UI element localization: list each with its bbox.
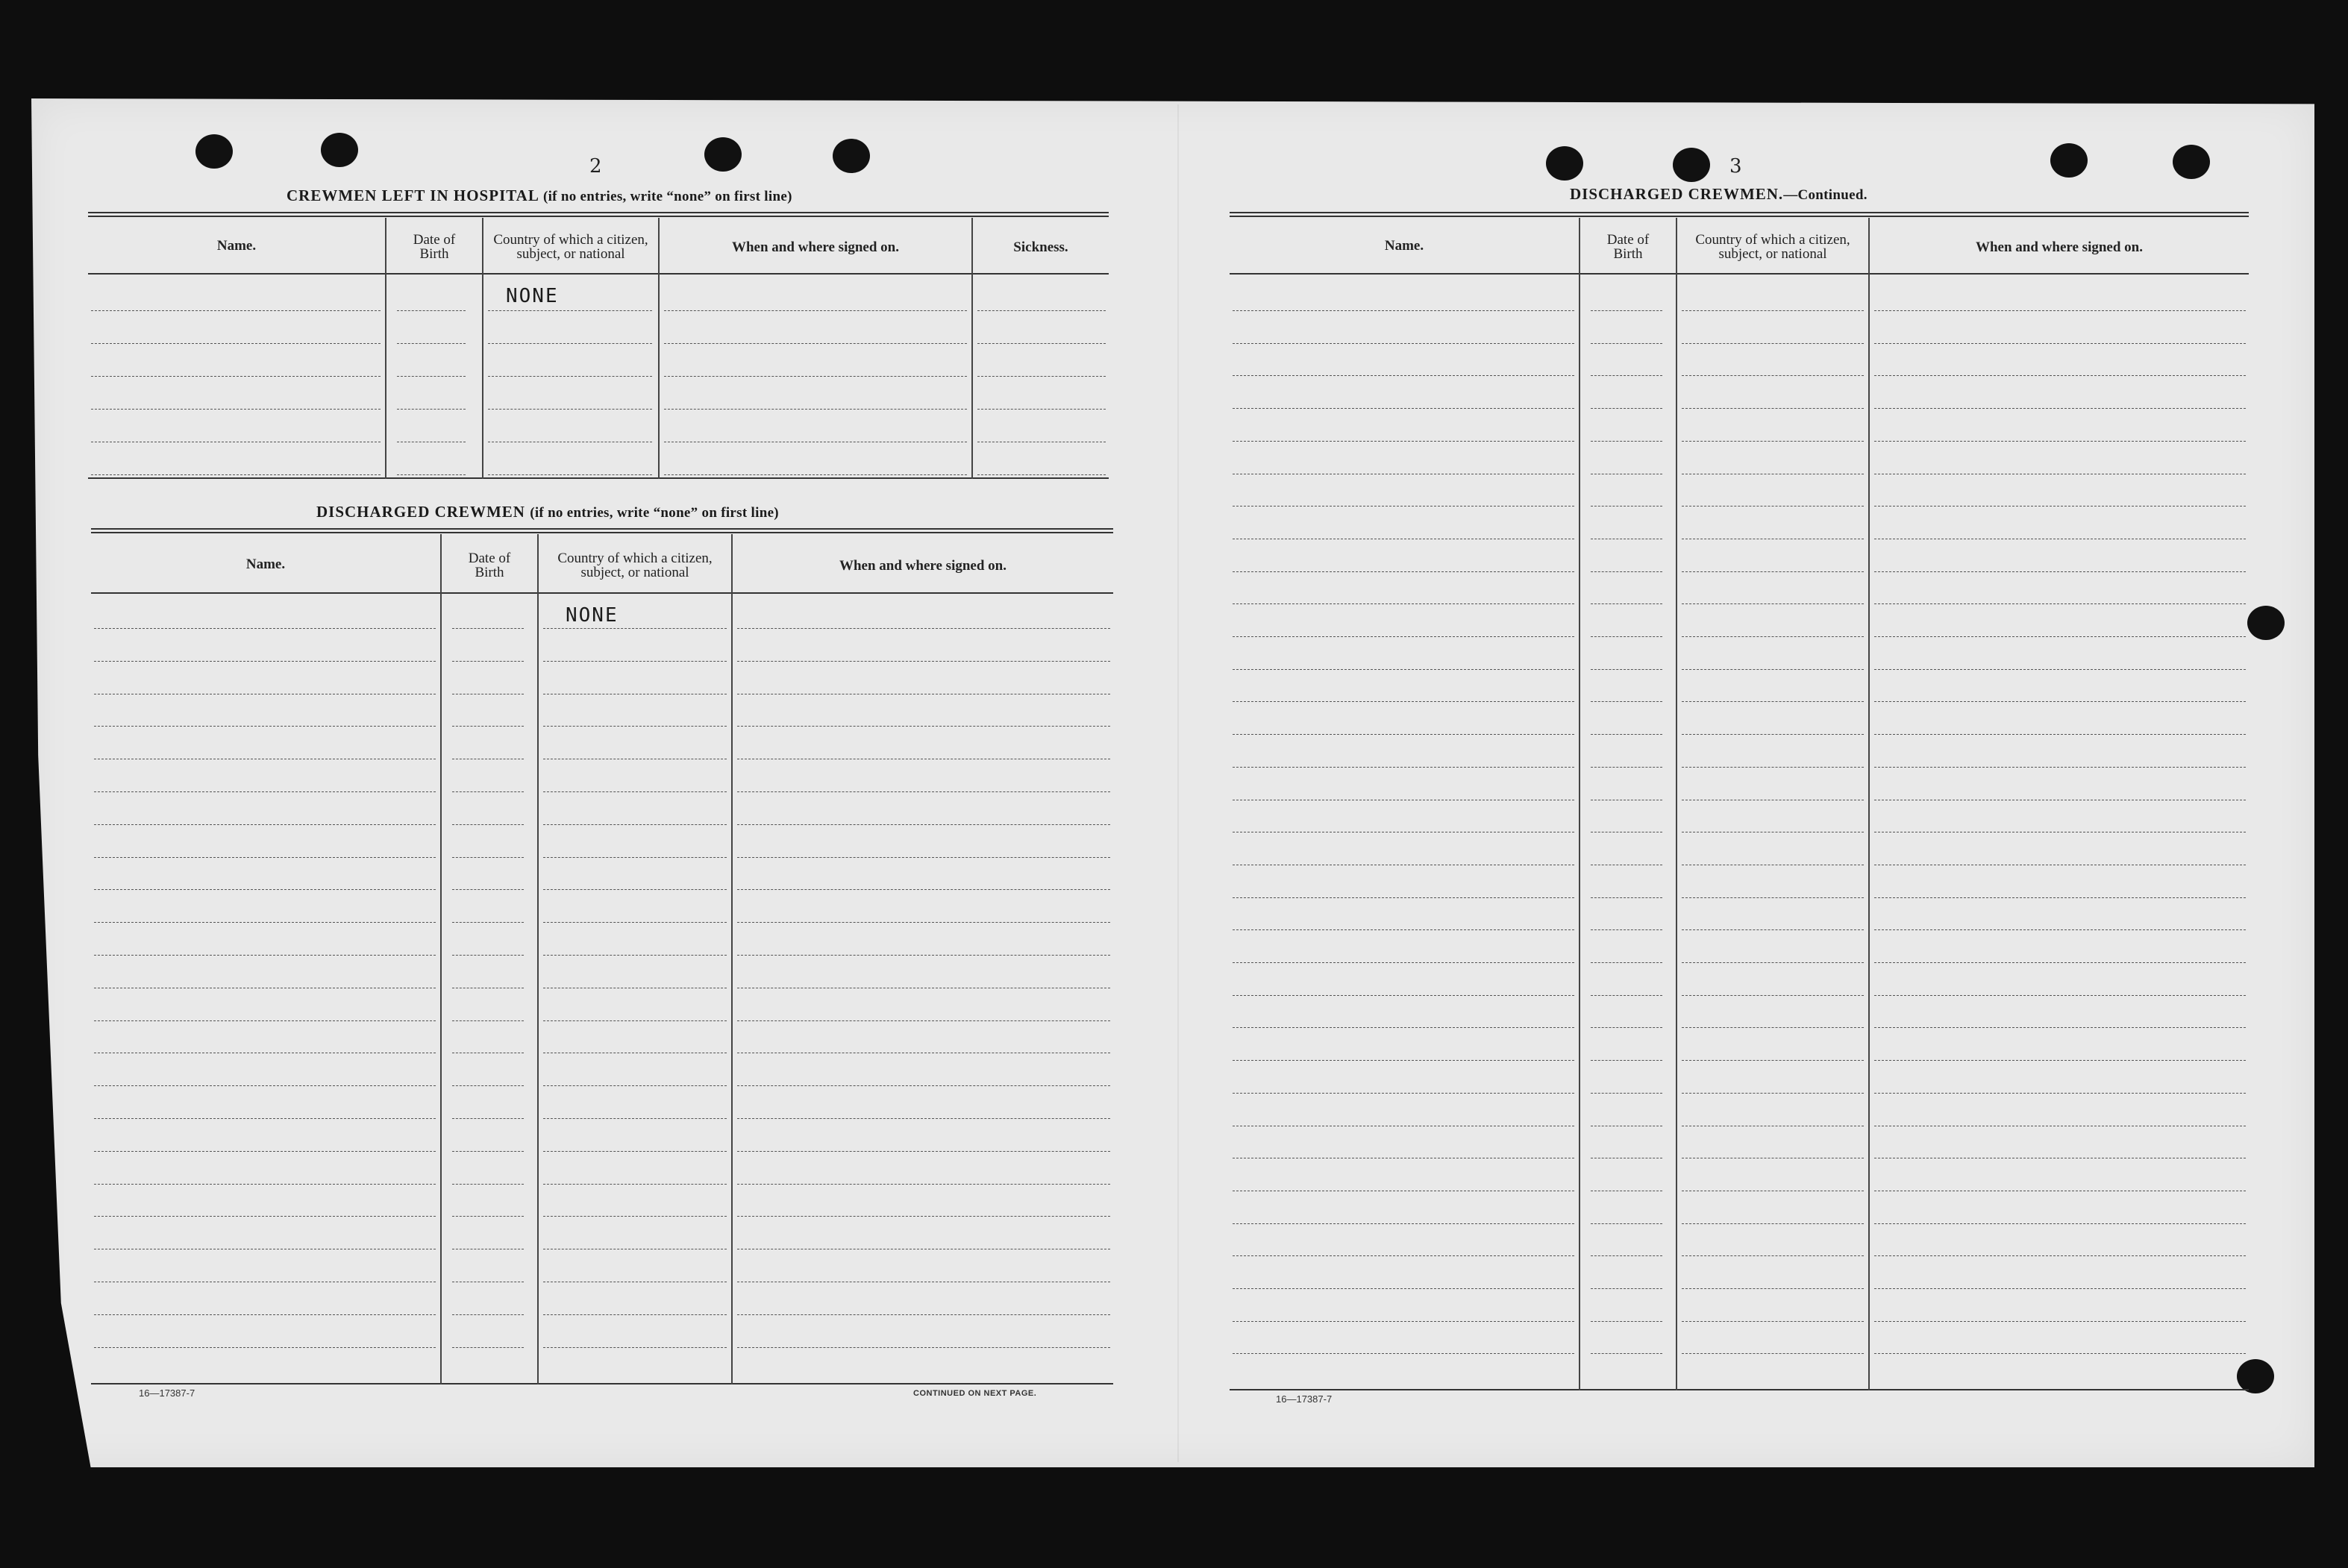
entry-line xyxy=(543,857,727,858)
entry-line xyxy=(1682,1288,1864,1289)
entry-line xyxy=(1591,506,1662,507)
entry-line xyxy=(1682,408,1864,409)
entry-line xyxy=(1874,995,2246,996)
entry-line xyxy=(94,1118,436,1119)
entry-line xyxy=(1874,1288,2246,1289)
entry-line xyxy=(1233,1027,1574,1028)
entry-line xyxy=(1591,603,1662,604)
entry-line xyxy=(1874,603,2246,604)
column-divider xyxy=(1868,218,1870,1390)
entry-line xyxy=(664,409,967,410)
column-header-sickness: Sickness. xyxy=(1013,239,1068,255)
entry-line xyxy=(1233,375,1574,376)
entry-line xyxy=(1874,1353,2246,1354)
column-header-name: Name. xyxy=(216,237,257,254)
entry-line xyxy=(452,628,524,629)
entry-line xyxy=(737,628,1110,629)
column-header-name: Name. xyxy=(1384,237,1424,254)
entry-line xyxy=(1874,441,2246,442)
entry-line xyxy=(1233,571,1574,572)
entry-line xyxy=(1682,1060,1864,1061)
table-bottom-rule xyxy=(88,477,1109,479)
entry-line xyxy=(1591,1060,1662,1061)
entry-line xyxy=(737,955,1110,956)
table-top-rule xyxy=(91,528,1113,533)
entry-line xyxy=(397,310,466,311)
punch-hole xyxy=(321,133,358,167)
punch-hole xyxy=(2050,143,2088,178)
entry-line xyxy=(94,889,436,890)
entry-line xyxy=(977,310,1106,311)
entry-line xyxy=(543,1314,727,1315)
entry-line xyxy=(1682,571,1864,572)
discharged-continued-suffix: —Continued. xyxy=(1783,187,1868,203)
table-header-rule xyxy=(1230,273,2249,275)
page-number-left: 2 xyxy=(589,155,602,178)
entry-line xyxy=(1874,1027,2246,1028)
entry-line xyxy=(737,726,1110,727)
entry-line xyxy=(1233,441,1574,442)
entry-line xyxy=(543,1216,727,1217)
entry-line xyxy=(1591,375,1662,376)
entry-line xyxy=(1233,1255,1574,1256)
entry-line xyxy=(452,661,524,662)
entry-line xyxy=(543,955,727,956)
entry-line xyxy=(543,1020,727,1021)
discharged-section-title xyxy=(316,503,779,521)
entry-line xyxy=(1233,310,1574,311)
entry-line xyxy=(1682,897,1864,898)
column-header-signed-on: When and where signed on. xyxy=(839,557,1006,574)
entry-line xyxy=(452,1020,524,1021)
entry-line xyxy=(94,1347,436,1348)
entry-line xyxy=(1682,669,1864,670)
entry-line xyxy=(94,1216,436,1217)
entry-line xyxy=(94,1184,436,1185)
entry-line xyxy=(1233,1288,1574,1289)
entry-line xyxy=(1682,767,1864,768)
entry-line xyxy=(1874,929,2246,930)
entry-line xyxy=(1591,1353,1662,1354)
discharged-table xyxy=(91,528,1113,1386)
entry-line xyxy=(1591,734,1662,735)
entry-line xyxy=(1233,1353,1574,1354)
hospital-title-note: (if no entries, write “none” on first line) xyxy=(542,189,792,204)
discharged-title-text: DISCHARGED CREWMEN xyxy=(316,503,525,521)
entry-line xyxy=(1233,1093,1574,1094)
entry-line xyxy=(397,376,466,377)
entry-line xyxy=(1874,636,2246,637)
entry-line xyxy=(94,1314,436,1315)
entry-line xyxy=(94,661,436,662)
entry-line xyxy=(1682,1027,1864,1028)
column-header-name: Name. xyxy=(245,556,286,572)
entry-line xyxy=(1233,408,1574,409)
entry-line xyxy=(1874,1321,2246,1322)
column-header-signed-on: When and where signed on. xyxy=(731,239,899,255)
entry-line xyxy=(1874,734,2246,735)
entry-line xyxy=(94,955,436,956)
entry-line xyxy=(737,1020,1110,1021)
entry-line xyxy=(1233,603,1574,604)
entry-line xyxy=(1874,701,2246,702)
entry-line xyxy=(452,791,524,792)
entry-line xyxy=(543,889,727,890)
entry-line xyxy=(1591,1321,1662,1322)
entry-line xyxy=(737,1347,1110,1348)
column-header-date-of-birth: Date of Birth xyxy=(468,551,511,580)
entry-line xyxy=(977,376,1106,377)
entry-line xyxy=(452,955,524,956)
table-top-rule xyxy=(1230,212,2249,217)
entry-line xyxy=(1591,408,1662,409)
entry-line xyxy=(94,1151,436,1152)
entry-line xyxy=(1874,1255,2246,1256)
entry-line xyxy=(1682,441,1864,442)
entry-line xyxy=(1874,669,2246,670)
entry-line xyxy=(1233,701,1574,702)
entry-line xyxy=(397,343,466,344)
entry-line xyxy=(664,376,967,377)
entry-line xyxy=(737,661,1110,662)
entry-line xyxy=(1682,1255,1864,1256)
entry-line xyxy=(737,1314,1110,1315)
entry-line xyxy=(1874,1093,2246,1094)
entry-line xyxy=(543,1118,727,1119)
entry-line xyxy=(488,409,652,410)
entry-line xyxy=(1233,669,1574,670)
entry-line xyxy=(452,889,524,890)
entry-line xyxy=(1591,1027,1662,1028)
entry-line xyxy=(94,726,436,727)
form-code-right: 16—17387-7 xyxy=(1276,1393,1333,1405)
entry-line xyxy=(1233,506,1574,507)
column-header-date-of-birth: Date of Birth xyxy=(1606,232,1650,262)
entry-line xyxy=(91,376,381,377)
entry-line xyxy=(91,474,381,475)
entry-line xyxy=(1591,929,1662,930)
entry-line xyxy=(452,726,524,727)
entry-line xyxy=(1233,962,1574,963)
entry-line xyxy=(1874,571,2246,572)
entry-line xyxy=(1591,310,1662,311)
discharged-continued-title-text: DISCHARGED CREWMEN. xyxy=(1570,185,1784,203)
entry-line xyxy=(1233,995,1574,996)
entry-line xyxy=(488,474,652,475)
hospital-section-title xyxy=(287,186,792,205)
entry-line xyxy=(664,310,967,311)
entry-line xyxy=(1874,962,2246,963)
entry-line xyxy=(94,628,436,629)
entry-line xyxy=(94,1020,436,1021)
entry-line xyxy=(977,409,1106,410)
entry-line xyxy=(1682,1093,1864,1094)
entry-line xyxy=(1682,1223,1864,1224)
entry-line xyxy=(1233,1321,1574,1322)
entry-line xyxy=(1682,962,1864,963)
entry-line xyxy=(1233,1223,1574,1224)
table-header-rule xyxy=(88,273,1109,275)
entry-line xyxy=(543,1184,727,1185)
entry-line xyxy=(452,824,524,825)
entry-line xyxy=(737,922,1110,923)
entry-line xyxy=(664,343,967,344)
entry-line xyxy=(543,824,727,825)
discharged-continued-table xyxy=(1230,212,2249,1392)
entry-line xyxy=(1591,636,1662,637)
entry-line xyxy=(737,791,1110,792)
entry-line xyxy=(94,922,436,923)
punch-hole xyxy=(833,139,870,173)
column-divider xyxy=(440,534,442,1384)
hospital-table xyxy=(88,212,1109,480)
entry-line xyxy=(1682,701,1864,702)
entry-line xyxy=(1233,1060,1574,1061)
entry-line xyxy=(543,791,727,792)
punch-hole xyxy=(1673,148,1710,182)
continued-on-next-page: CONTINUED ON NEXT PAGE. xyxy=(913,1389,1037,1398)
column-header-country: Country of which a citizen, subject, or national xyxy=(1695,232,1850,262)
entry-line xyxy=(543,1085,727,1086)
entry-line xyxy=(91,343,381,344)
entry-line xyxy=(1591,441,1662,442)
entry-line xyxy=(94,1085,436,1086)
page-fold xyxy=(1177,104,1179,1462)
punch-hole xyxy=(2247,606,2285,640)
entry-line xyxy=(1874,408,2246,409)
entry-line xyxy=(737,1216,1110,1217)
entry-line xyxy=(488,310,652,311)
entry-line xyxy=(452,1118,524,1119)
entry-line xyxy=(543,922,727,923)
column-divider xyxy=(1676,218,1677,1390)
column-header-signed-on: When and where signed on. xyxy=(1975,239,2143,255)
entry-line xyxy=(488,343,652,344)
entry-line xyxy=(452,1347,524,1348)
entry-line xyxy=(91,310,381,311)
entry-line xyxy=(94,791,436,792)
entry-line xyxy=(1591,1223,1662,1224)
entry-line xyxy=(664,474,967,475)
entry-line xyxy=(737,857,1110,858)
entry-line xyxy=(452,1216,524,1217)
entry-line xyxy=(452,1184,524,1185)
column-divider xyxy=(1579,218,1580,1390)
entry-line xyxy=(94,857,436,858)
entry-line xyxy=(737,1085,1110,1086)
entry-line xyxy=(543,726,727,727)
entry-line xyxy=(1682,375,1864,376)
entry-line xyxy=(1682,310,1864,311)
discharged-title-note: (if no entries, write “none” on first line) xyxy=(530,505,779,521)
entry-line xyxy=(977,343,1106,344)
entry-line xyxy=(1874,897,2246,898)
entry-line xyxy=(1682,734,1864,735)
entry-line xyxy=(1591,571,1662,572)
entry-line xyxy=(1682,636,1864,637)
entry-line xyxy=(1682,929,1864,930)
entry-line xyxy=(543,1151,727,1152)
column-header-country: Country of which a citizen, subject, or national xyxy=(493,232,648,262)
column-header-date-of-birth: Date of Birth xyxy=(413,232,456,262)
entry-line xyxy=(452,857,524,858)
column-divider xyxy=(537,534,539,1384)
punch-hole xyxy=(2173,145,2210,179)
discharged-entry-value: NONE xyxy=(566,604,619,627)
entry-line xyxy=(397,474,466,475)
entry-line xyxy=(1233,897,1574,898)
entry-line xyxy=(737,1151,1110,1152)
entry-line xyxy=(737,889,1110,890)
entry-line xyxy=(543,628,727,629)
column-divider xyxy=(482,218,483,479)
entry-line xyxy=(1682,995,1864,996)
entry-line xyxy=(543,1347,727,1348)
punch-hole xyxy=(704,137,742,172)
hospital-title-text: CREWMEN LEFT IN HOSPITAL xyxy=(287,186,539,204)
entry-line xyxy=(1233,734,1574,735)
entry-line xyxy=(1591,962,1662,963)
column-header-country: Country of which a citizen, subject, or national xyxy=(557,551,713,580)
entry-line xyxy=(1591,343,1662,344)
entry-line xyxy=(1233,767,1574,768)
entry-line xyxy=(91,409,381,410)
entry-line xyxy=(1233,343,1574,344)
entry-line xyxy=(452,1085,524,1086)
entry-line xyxy=(452,1314,524,1315)
entry-line xyxy=(1591,701,1662,702)
entry-line xyxy=(737,824,1110,825)
entry-line xyxy=(94,824,436,825)
entry-line xyxy=(1591,1288,1662,1289)
table-top-rule xyxy=(88,212,1109,217)
entry-line xyxy=(1682,1353,1864,1354)
column-divider xyxy=(731,534,733,1384)
table-bottom-rule xyxy=(91,1383,1113,1384)
entry-line xyxy=(1682,343,1864,344)
entry-line xyxy=(977,474,1106,475)
entry-line xyxy=(1233,929,1574,930)
entry-line xyxy=(1874,506,2246,507)
form-code-left: 16—17387-7 xyxy=(139,1387,195,1399)
punch-hole xyxy=(195,134,233,169)
entry-line xyxy=(488,376,652,377)
punch-hole xyxy=(1546,146,1583,181)
entry-line xyxy=(452,1151,524,1152)
entry-line xyxy=(1591,995,1662,996)
entry-line xyxy=(1233,636,1574,637)
entry-line xyxy=(737,1118,1110,1119)
entry-line xyxy=(397,409,466,410)
entry-line xyxy=(1591,1093,1662,1094)
entry-line xyxy=(543,661,727,662)
discharged-continued-title xyxy=(1570,185,1868,204)
entry-line xyxy=(1874,375,2246,376)
entry-line xyxy=(1591,767,1662,768)
hospital-entry-value: NONE xyxy=(506,285,559,307)
entry-line xyxy=(1591,1255,1662,1256)
entry-line xyxy=(1874,310,2246,311)
entry-line xyxy=(1591,669,1662,670)
entry-line xyxy=(1874,1060,2246,1061)
entry-line xyxy=(1874,767,2246,768)
entry-line xyxy=(1874,1223,2246,1224)
entry-line xyxy=(737,1184,1110,1185)
entry-line xyxy=(1682,1321,1864,1322)
page-number-right: 3 xyxy=(1729,155,1742,178)
entry-line xyxy=(1591,897,1662,898)
entry-line xyxy=(1682,603,1864,604)
entry-line xyxy=(452,922,524,923)
entry-line xyxy=(1682,506,1864,507)
table-bottom-rule xyxy=(1230,1389,2249,1390)
entry-line xyxy=(1874,343,2246,344)
